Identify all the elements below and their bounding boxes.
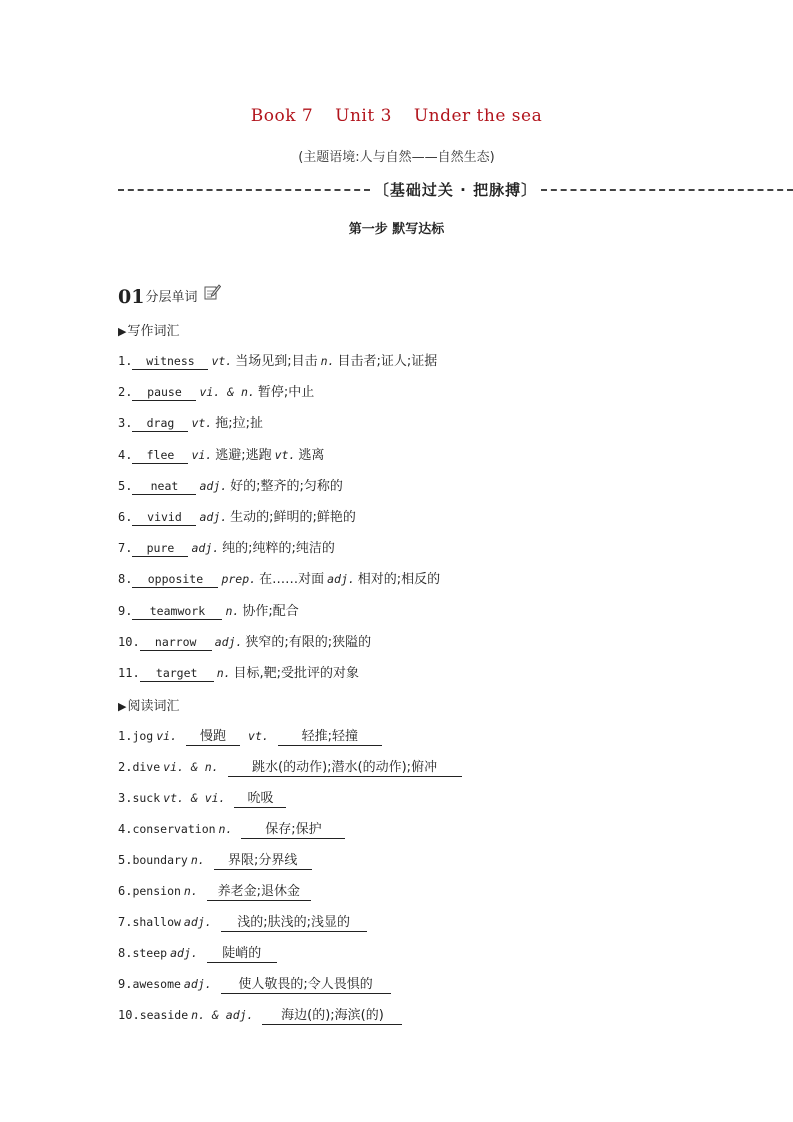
meaning: 逃避;逃跑 bbox=[215, 447, 272, 463]
answer-blank: 浅的;肤浅的;浅显的 bbox=[221, 915, 367, 932]
answer-blank: 海边(的);海滨(的) bbox=[262, 1008, 402, 1025]
part-of-speech-2: n. bbox=[320, 354, 335, 368]
answer-blank: 养老金;退休金 bbox=[207, 884, 311, 901]
vocab-word: seaside bbox=[139, 1008, 189, 1022]
page-title bbox=[0, 106, 793, 126]
answer-blank: witness bbox=[132, 354, 208, 370]
part-of-speech: vt. & vi. bbox=[163, 791, 226, 805]
answer-blank: pure bbox=[132, 541, 188, 557]
answer-blank: 慢跑 bbox=[186, 729, 240, 746]
item-number: 1. bbox=[118, 729, 133, 743]
reading-vocab-item bbox=[118, 913, 367, 931]
writing-vocab-item bbox=[118, 414, 263, 432]
meaning: 好的;整齐的;匀称的 bbox=[230, 478, 343, 494]
vocab-word: suck bbox=[132, 791, 161, 805]
item-number: 3. bbox=[118, 791, 133, 805]
vocab-word: boundary bbox=[132, 853, 188, 867]
item-number: 10. bbox=[118, 634, 140, 649]
writing-vocab-item bbox=[118, 352, 437, 370]
meaning-2: 相对的;相反的 bbox=[357, 572, 441, 588]
item-number: 9. bbox=[118, 603, 133, 618]
item-number: 7. bbox=[118, 915, 133, 929]
part-of-speech: n. bbox=[183, 884, 198, 898]
meaning: 协作;配合 bbox=[242, 603, 299, 619]
writing-vocab-item bbox=[118, 539, 335, 557]
part-of-speech: vi. bbox=[191, 447, 213, 462]
vocab-word: dive bbox=[132, 760, 161, 774]
reading-vocab-item bbox=[118, 727, 382, 745]
part-of-speech: adj. bbox=[170, 946, 198, 960]
meaning: 目标,靶;受批评的对象 bbox=[233, 666, 360, 681]
banner-dash-right bbox=[541, 189, 793, 191]
answer-blank-2: 轻推;轻撞 bbox=[278, 729, 382, 746]
banner-dash-left bbox=[118, 189, 370, 191]
meaning: 当场见到;目击 bbox=[235, 354, 318, 369]
writing-vocab-item bbox=[118, 633, 371, 651]
item-number: 9. bbox=[118, 977, 133, 991]
part-of-speech: adj. bbox=[191, 541, 220, 556]
part-of-speech: adj. bbox=[199, 510, 228, 524]
section-label: 分层单词 bbox=[145, 290, 198, 305]
answer-blank: target bbox=[140, 666, 214, 682]
item-number: 11. bbox=[118, 666, 140, 680]
meaning: 暂停;中止 bbox=[257, 385, 315, 401]
writing-vocab-item bbox=[118, 383, 314, 401]
reading-vocab-item bbox=[118, 1006, 402, 1024]
item-number: 2. bbox=[118, 760, 133, 774]
writing-vocab-item bbox=[118, 602, 299, 620]
answer-blank: 跳水(的动作);潜水(的动作);俯冲 bbox=[228, 760, 462, 777]
meaning: 纯的;纯粹的;纯洁的 bbox=[222, 541, 335, 557]
writing-vocab-item bbox=[118, 477, 343, 495]
part-of-speech: n. & adj. bbox=[191, 1008, 254, 1022]
part-of-speech: vt. bbox=[191, 416, 213, 431]
answer-blank: 陡峭的 bbox=[207, 946, 277, 963]
part-of-speech: adj. bbox=[214, 634, 243, 649]
reading-vocab-item bbox=[118, 851, 312, 869]
reading-vocab-item bbox=[118, 882, 311, 900]
reading-vocab-item bbox=[118, 820, 345, 838]
writing-vocab-heading: ▶写作词汇 bbox=[118, 324, 180, 339]
item-number: 6. bbox=[118, 884, 133, 898]
reading-vocab-item bbox=[118, 789, 286, 807]
answer-blank: teamwork bbox=[132, 604, 222, 620]
title-name: Under the sea bbox=[413, 106, 543, 126]
title-unit: Unit 3 bbox=[335, 106, 392, 126]
reading-vocab-item bbox=[118, 975, 391, 993]
section-heading bbox=[118, 283, 221, 307]
part-of-speech: prep. bbox=[221, 572, 257, 587]
meaning: 拖;拉;扯 bbox=[215, 416, 263, 432]
item-number: 1. bbox=[118, 354, 133, 368]
vocab-word: shallow bbox=[132, 915, 181, 929]
answer-blank: 保存;保护 bbox=[241, 822, 345, 839]
title-book: Book 7 bbox=[250, 106, 314, 126]
writing-vocab-item bbox=[118, 664, 359, 682]
part-of-speech: vi. & n. bbox=[163, 760, 219, 774]
writing-vocab-item bbox=[118, 570, 440, 588]
writing-vocab-item bbox=[118, 508, 356, 526]
pencil-note-icon bbox=[203, 283, 221, 305]
meaning-2: 逃离 bbox=[298, 447, 325, 463]
item-number: 4. bbox=[118, 447, 133, 462]
answer-blank: vivid bbox=[132, 510, 196, 526]
item-number: 10. bbox=[118, 1008, 140, 1022]
item-number: 8. bbox=[118, 946, 133, 960]
part-of-speech: vi. & n. bbox=[199, 385, 255, 400]
answer-blank: 界限;分界线 bbox=[214, 853, 312, 870]
item-number: 2. bbox=[118, 385, 133, 400]
part-of-speech: n. bbox=[218, 822, 233, 836]
part-of-speech: vt. bbox=[211, 354, 233, 368]
subtitle: (主题语境:人与自然——自然生态) bbox=[298, 150, 495, 165]
meaning: 狭窄的;有限的;狭隘的 bbox=[245, 634, 372, 650]
meaning: 在……对面 bbox=[259, 572, 325, 588]
vocab-word: pension bbox=[132, 884, 181, 898]
part-of-speech: n. bbox=[216, 666, 231, 680]
item-number: 5. bbox=[118, 478, 133, 493]
writing-vocab-item bbox=[118, 446, 324, 464]
item-number: 7. bbox=[118, 541, 133, 556]
banner-text: 〔基础过关 · 把脉搏〕 bbox=[373, 180, 538, 199]
reading-vocab-item bbox=[118, 758, 462, 776]
answer-blank: flee bbox=[132, 448, 188, 464]
item-number: 4. bbox=[118, 822, 133, 836]
item-number: 6. bbox=[118, 510, 133, 524]
step-heading: 第一步 默写达标 bbox=[348, 222, 445, 237]
reading-vocab-heading: ▶阅读词汇 bbox=[118, 699, 180, 714]
part-of-speech: n. bbox=[190, 853, 205, 867]
meaning: 生动的;鲜明的;鲜艳的 bbox=[230, 510, 356, 525]
reading-vocab-item bbox=[118, 944, 277, 962]
answer-blank: opposite bbox=[132, 572, 218, 588]
triangle-bullet-icon: ▶ bbox=[118, 700, 127, 713]
part-of-speech: n. bbox=[225, 603, 240, 618]
meaning-2: 目击者;证人;证据 bbox=[337, 354, 438, 369]
vocab-word: conservation bbox=[132, 822, 216, 836]
item-number: 8. bbox=[118, 572, 133, 587]
triangle-bullet-icon: ▶ bbox=[118, 325, 127, 338]
vocab-word: awesome bbox=[132, 977, 181, 991]
part-of-speech: adj. bbox=[183, 915, 212, 929]
answer-blank: neat bbox=[132, 479, 196, 495]
answer-blank: 吮吸 bbox=[234, 791, 286, 808]
vocab-word: jog bbox=[132, 729, 154, 743]
answer-blank: narrow bbox=[140, 635, 212, 651]
part-of-speech: vi. bbox=[156, 729, 178, 743]
section-number: 01 bbox=[118, 286, 145, 308]
part-of-speech: adj. bbox=[199, 478, 228, 493]
vocab-word: steep bbox=[132, 946, 168, 960]
part-of-speech: adj. bbox=[183, 977, 212, 991]
answer-blank: 使人敬畏的;令人畏惧的 bbox=[221, 977, 391, 994]
item-number: 5. bbox=[118, 853, 133, 867]
answer-blank: drag bbox=[132, 416, 188, 432]
section-banner bbox=[118, 178, 793, 200]
part-of-speech-2: adj. bbox=[327, 572, 355, 587]
part-of-speech-2: vt. bbox=[274, 447, 296, 462]
part-of-speech-2: vt. bbox=[248, 729, 269, 743]
answer-blank: pause bbox=[132, 385, 196, 401]
item-number: 3. bbox=[118, 416, 133, 431]
